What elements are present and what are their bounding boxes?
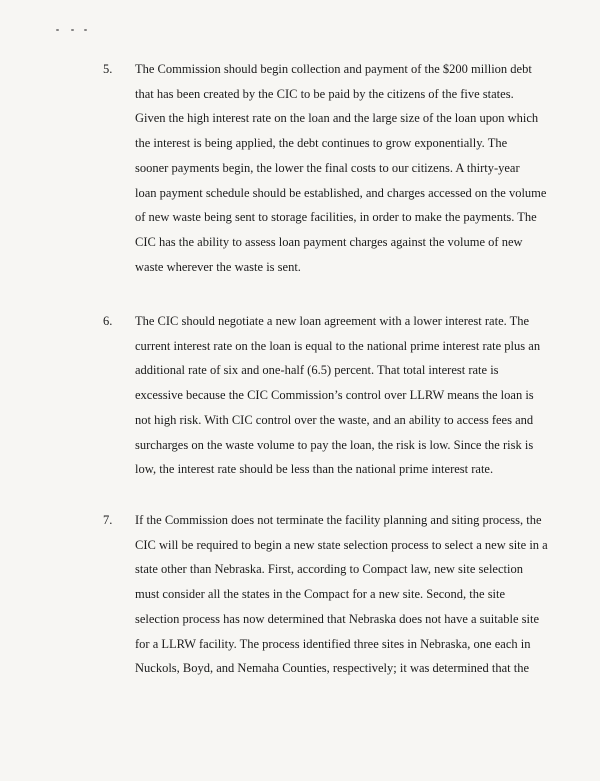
text-line: excessive because the CIC Commission’s control over LLRW means the loan is	[135, 388, 534, 403]
text-line: If the Commission does not terminate the facility planning and siting process, the	[135, 513, 542, 527]
text-line: sooner payments begin, the lower the final costs to our citizens. A thirty-year	[135, 160, 520, 175]
text-line: Given the high interest rate on the loan and the large size of the loan upon which	[135, 111, 539, 126]
item-paragraph	[135, 57, 565, 279]
text-line: state other than Nebraska. First, according to Compact law, new site selection	[135, 562, 523, 577]
text-line: additional rate of six and one-half (6.5) percent. That total interest rate is	[135, 363, 499, 378]
scan-speck	[71, 29, 74, 31]
scan-speck	[84, 29, 87, 31]
text-line: The Commission should begin collection and payment of the $200 million debt	[135, 62, 532, 76]
text-line: must consider all the states in the Compact for a new site. Second, the site	[135, 587, 506, 602]
text-line: CIC will be required to begin a new state selection process to select a new site in a	[135, 537, 548, 552]
text-line: selection process has now determined that Nebraska does not have a suitable site	[135, 611, 540, 626]
text-line: for a LLRW facility. The process identified three sites in Nebraska, one each in	[135, 636, 531, 651]
text-line: surcharges on the waste volume to pay the loan, the risk is low. Since the risk is	[135, 437, 534, 452]
text-line: of new waste being sent to storage facilities, in order to make the payments. The	[135, 210, 537, 225]
text-line: CIC has the ability to assess loan payment charges against the volume of new	[135, 234, 523, 249]
text-line: loan payment schedule should be established, and charges accessed on the volume	[135, 185, 547, 200]
text-line: current interest rate on the loan is equal to the national prime interest rate plus an	[135, 338, 541, 353]
item-number: 5.	[103, 62, 113, 76]
text-line: not high risk. With CIC control over the waste, and an ability to access fees and	[135, 412, 534, 427]
text-line: the interest is being applied, the debt continues to grow exponentially. The	[135, 136, 508, 151]
item-number: 6.	[103, 314, 113, 328]
text-line: low, the interest rate should be less than the national prime interest rate.	[135, 462, 494, 477]
text-line: that has been created by the CIC to be paid by the citizens of the five states.	[135, 86, 514, 101]
scan-speck	[56, 29, 59, 31]
text-line: The CIC should negotiate a new loan agreement with a lower interest rate. The	[135, 314, 530, 328]
item-number: 7.	[103, 513, 113, 527]
item-paragraph	[135, 508, 565, 681]
text-line: waste wherever the waste is sent.	[135, 259, 301, 274]
item-paragraph	[135, 309, 565, 482]
text-line: Nuckols, Boyd, and Nemaha Counties, respectively; it was determined that the	[135, 661, 530, 676]
